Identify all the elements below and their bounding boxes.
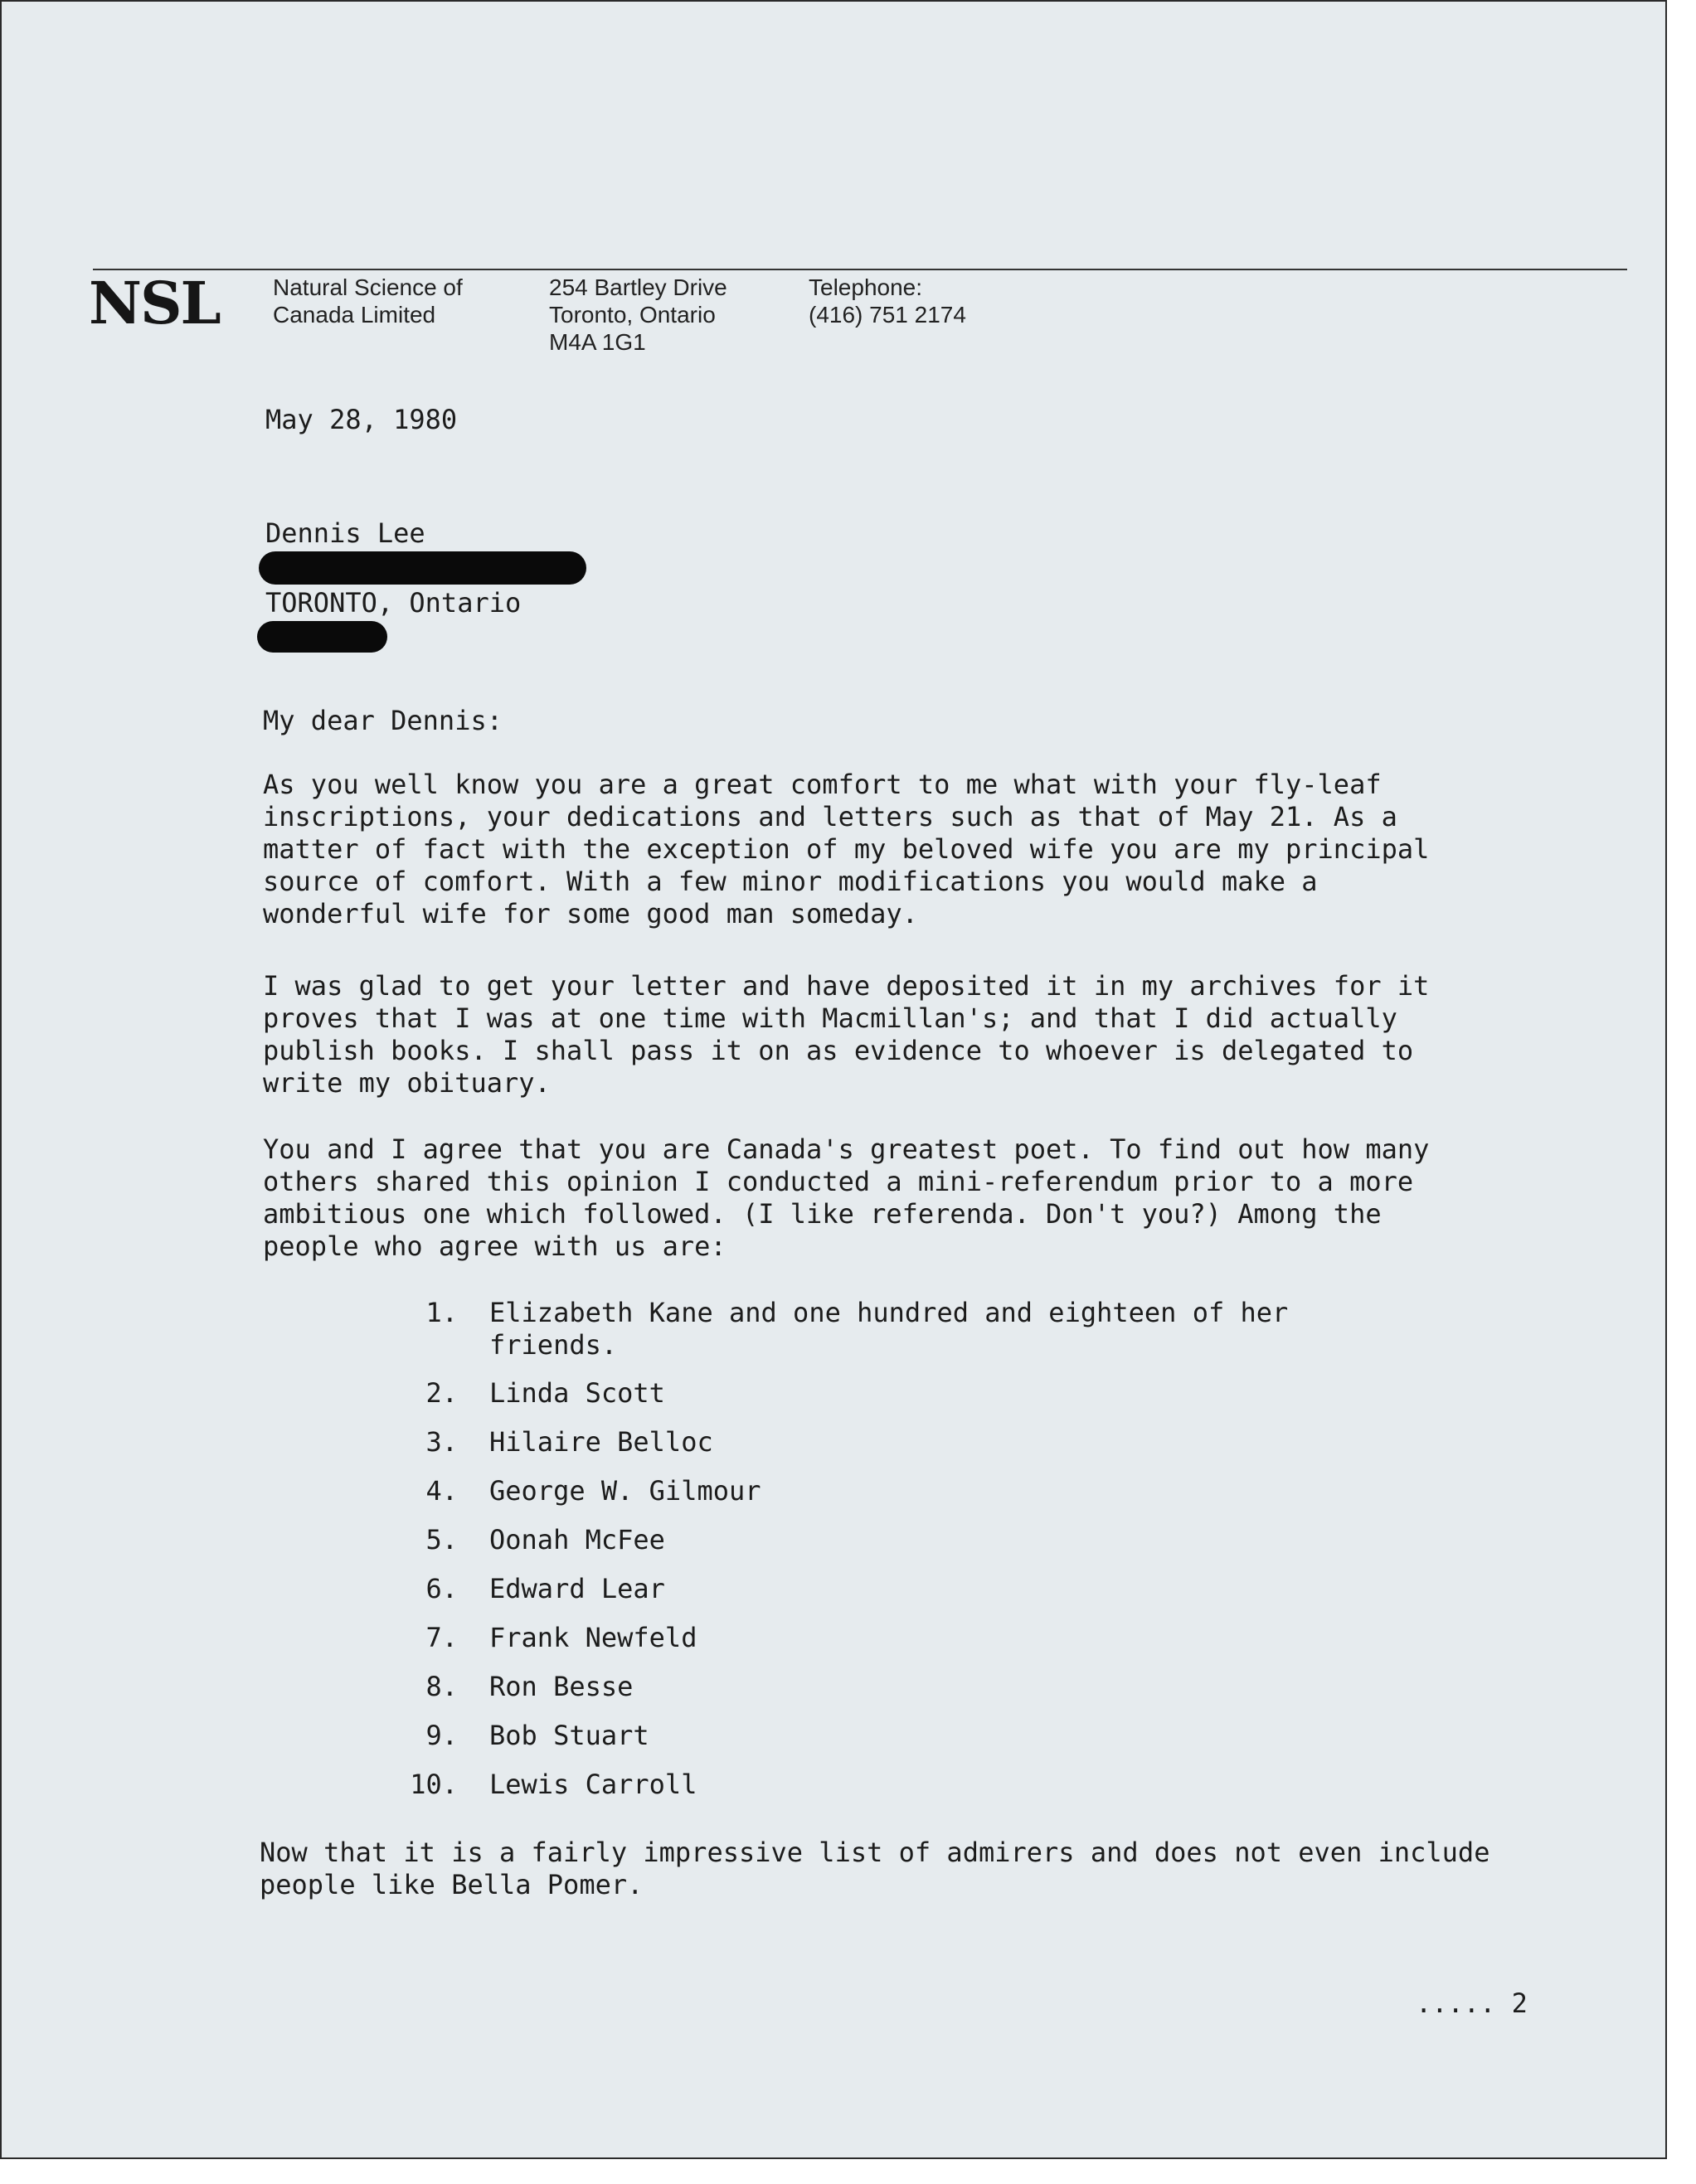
list-item [400,1573,665,1605]
list-text: Bob Stuart [489,1720,649,1751]
list-text-line: friends. [489,1329,618,1361]
list-item [400,1671,634,1703]
salutation: My dear Dennis: [263,705,503,736]
body-paragraph [263,970,1429,1099]
paragraph-line: others shared this opinion I conducted a mini-referendum prior to a more [263,1166,1414,1197]
list-item [400,1720,649,1752]
list-number: 7. [425,1622,458,1653]
paragraph-line: people who agree with us are: [263,1230,727,1262]
list-number: 9. [425,1720,458,1751]
redacted-street-address [259,551,586,585]
list-text: Ron Besse [489,1671,634,1702]
recipient-city: TORONTO, Ontario [265,587,522,619]
company-name-line: Canada Limited [273,302,436,328]
paragraph-line: source of comfort. With a few minor modifications you would make a [263,866,1318,897]
telephone-label: Telephone: [809,274,923,300]
list-item [400,1297,1289,1361]
paragraph-line: people like Bella Pomer. [260,1869,644,1900]
list-text: Hilaire Belloc [489,1426,713,1458]
body-paragraph [263,1133,1429,1263]
paragraph-line: inscriptions, your dedications and letters such as that of May 21. As a [263,801,1397,832]
list-text-line: Elizabeth Kane and one hundred and eighteen of her [489,1297,1289,1328]
list-text: George W. Gilmour [489,1475,761,1507]
redacted-postal-code [257,621,387,653]
list-number: 2. [425,1377,458,1409]
paragraph-line: As you well know you are a great comfort to me what with your fly-leaf [263,769,1382,800]
list-number: 8. [425,1671,458,1702]
paragraph-line: Now that it is a fairly impressive list of admirers and does not even include [260,1837,1490,1868]
list-number: 4. [425,1475,458,1507]
list-number: 5. [425,1524,458,1555]
company-logo: NSL [89,269,220,337]
address-line: Toronto, Ontario [549,302,716,328]
list-number: 1. [425,1297,458,1328]
list-text: Oonah McFee [489,1524,665,1555]
list-item [400,1377,665,1410]
telephone-number: (416) 751 2174 [809,302,966,328]
letter-date: May 28, 1980 [265,404,458,435]
company-telephone [809,274,966,328]
paragraph-line: proves that I was at one time with Macmillan's; and that I did actually [263,1002,1397,1034]
page-continuation: ..... 2 [1416,1987,1528,2019]
company-address [549,274,727,356]
paragraph-line: write my obituary. [263,1067,551,1099]
list-item [400,1769,697,1801]
paragraph-line: ambitious one which followed. (I like referenda. Don't you?) Among the [263,1198,1382,1230]
list-item [400,1524,665,1556]
list-number: 6. [425,1573,458,1604]
company-name [273,274,463,328]
list-text: Linda Scott [489,1377,665,1409]
list-text: Lewis Carroll [489,1769,697,1800]
list-text: Frank Newfeld [489,1622,697,1653]
list-item [400,1426,713,1458]
list-item [400,1475,761,1507]
list-text [489,1297,1288,1361]
list-item [400,1622,697,1654]
paragraph-line: wonderful wife for some good man someday. [263,898,918,929]
paragraph-line: matter of fact with the exception of my beloved wife you are my principal [263,833,1430,865]
body-paragraph [263,769,1429,930]
list-number: 10. [410,1769,458,1800]
list-text: Edward Lear [489,1573,665,1604]
paragraph-line: I was glad to get your letter and have deposited it in my archives for it [263,970,1430,1002]
paragraph-line: You and I agree that you are Canada's greatest poet. To find out how many [263,1133,1430,1165]
closing-paragraph [260,1837,1489,1901]
paragraph-line: publish books. I shall pass it on as evidence to whoever is delegated to [263,1035,1414,1066]
recipient-name: Dennis Lee [265,517,425,549]
address-line: M4A 1G1 [549,329,646,355]
letterhead-rule [93,269,1627,270]
address-line: 254 Bartley Drive [549,274,727,300]
company-name-line: Natural Science of [273,274,463,300]
list-number: 3. [425,1426,458,1458]
